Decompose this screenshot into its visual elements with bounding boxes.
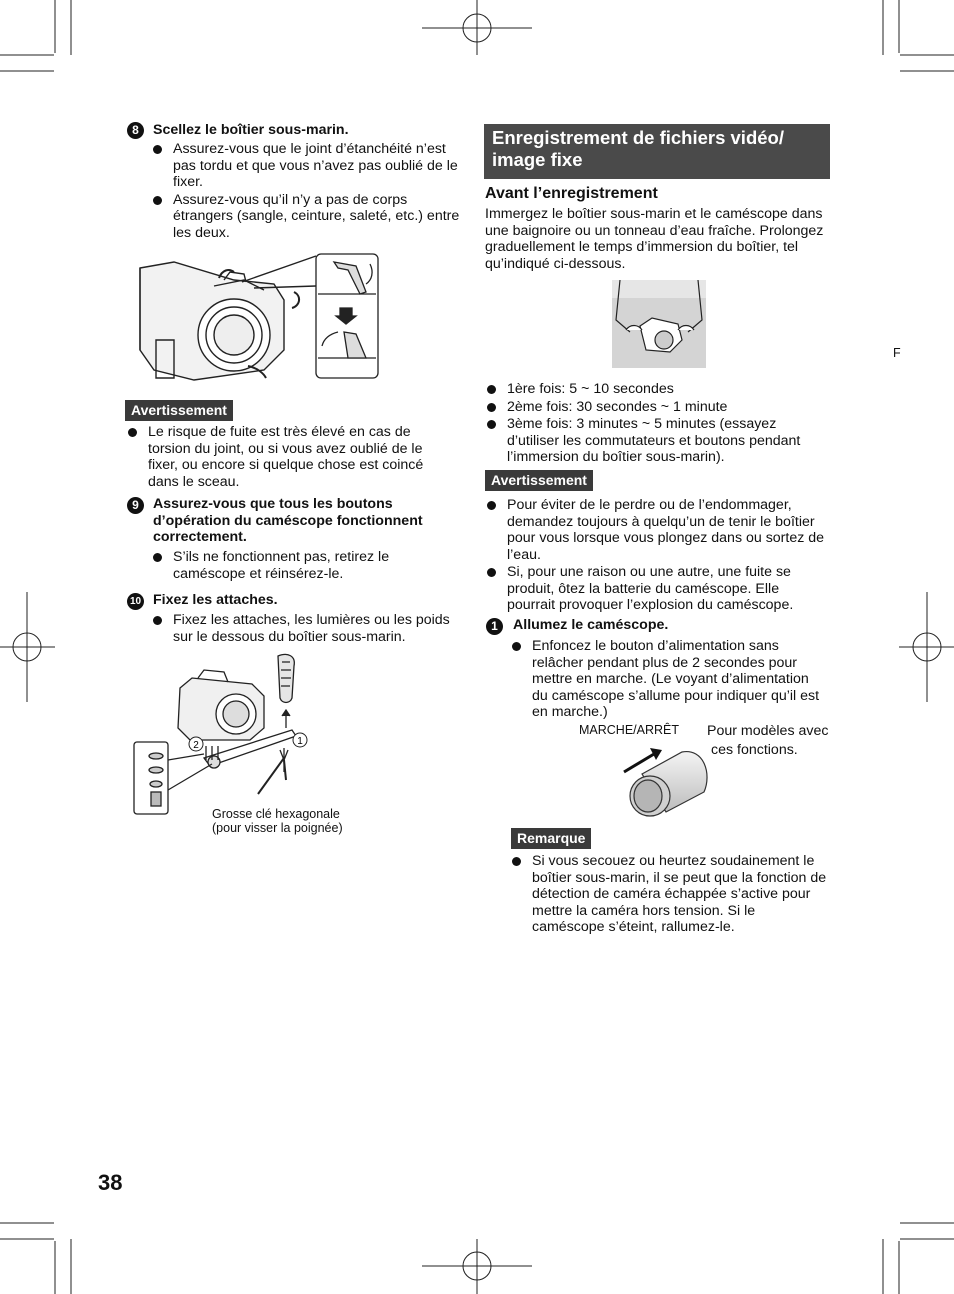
power-button-label: MARCHE/ARRÊT <box>579 723 680 737</box>
list-item: S’ils ne fonctionnent pas, retirez le caméscope et réinsérez-le. <box>151 549 451 582</box>
list-item: Fixez les attaches, les lumières ou les poids sur le dessous du boîtier sous-marin. <box>151 612 471 645</box>
hex-key-caption <box>212 807 343 835</box>
models-note <box>707 722 828 760</box>
step-1-bullets <box>510 638 828 722</box>
warning-2-bullets <box>485 497 830 615</box>
warning-label-1: Avertissement <box>125 400 233 421</box>
immersion-times <box>485 381 830 467</box>
housing-seal-illustration <box>134 250 382 390</box>
figure-label-1: 1 <box>297 736 303 747</box>
step-10-number: 10 <box>127 593 144 610</box>
models-note-line: ces fonctions. <box>711 742 798 758</box>
step-10-bullets <box>151 612 471 646</box>
list-item: Si, pour une raison ou une autre, une fuite se produit, ôtez la batterie du caméscope. Elle pourrait provoquer l’explosion du caméscope. <box>485 564 830 614</box>
step-1-title: Allumez le caméscope. <box>513 617 669 633</box>
list-item: Enfoncez le bouton d’alimentation sans relâcher pendant plus de 2 secondes pour mettre en marche. (Le voyant d’alimentation du caméscope s’allume pour indiquer qu’il est en marche.) <box>510 638 828 721</box>
section-title <box>484 124 830 179</box>
caption-line: (pour visser la poignée) <box>212 821 343 835</box>
list-item: Assurez-vous qu’il n’y a pas de corps étrangers (sangle, ceinture, saleté, etc.) entre les deux. <box>151 192 469 242</box>
intro-paragraph: Immergez le boîtier sous-marin et le caméscope dans une baignoire ou un tonneau d’eau fraîche. Prolongez graduellement le temps d’immersion du boîtier, tel qu’indiqué ci-dessous. <box>485 206 824 272</box>
step-9-number: 9 <box>127 497 144 514</box>
caption-line: Grosse clé hexagonale <box>212 807 340 821</box>
step-8-number: 8 <box>127 122 144 139</box>
step-8-title: Scellez le boîtier sous-marin. <box>153 122 349 138</box>
list-item: Le risque de fuite est très élevé en cas de torsion du joint, ou si vous avez oublié de le fixer, ou encore si quelque chose est coincé dans le sceau. <box>126 424 454 490</box>
list-item: Assurez-vous que le joint d’étanchéité n’est pas tordu et que vous n’avez pas oublié de le fixer. <box>151 141 469 191</box>
step-1-number: 1 <box>486 618 503 635</box>
list-item: 3ème fois: 3 minutes ~ 5 minutes (essayez d’utiliser les commutateurs et boutons pendant l’immersion du boîtier sous-marin). <box>485 416 830 466</box>
section-title-line: image fixe <box>492 149 583 170</box>
step-9-title: Assurez-vous que tous les boutons d’opération du caméscope fonctionnent correctement. <box>153 496 423 545</box>
immersion-illustration <box>612 280 708 368</box>
list-item: Si vous secouez ou heurtez soudainement le boîtier sous-marin, il se peut que la fonction de détection de caméra échappée s’active pour mettre la caméra hors tension. Si le caméscope s’éteint, rallumez-le. <box>510 853 830 936</box>
step-8-bullets <box>151 141 469 242</box>
warning-label-2: Avertissement <box>485 470 593 491</box>
models-note-line: Pour modèles avec <box>707 723 829 739</box>
page-number: 38 <box>98 1170 123 1195</box>
note-label: Remarque <box>511 828 591 849</box>
note-bullets <box>510 853 830 937</box>
side-letter: F <box>893 346 901 360</box>
warning-1-bullets <box>126 424 454 491</box>
section-title-line: Enregistrement de fichiers vidéo/ <box>492 127 784 148</box>
power-button-illustration <box>622 744 712 820</box>
list-item: 2ème fois: 30 secondes ~ 1 minute <box>485 399 830 416</box>
figure-label-2: 2 <box>193 740 199 751</box>
subhead-before-recording: Avant l’enregistrement <box>485 185 658 202</box>
list-item: 1ère fois: 5 ~ 10 secondes <box>485 381 830 398</box>
attachments-illustration <box>132 648 322 818</box>
list-item: Pour éviter de le perdre ou de l’endommager, demandez toujours à quelqu’un de tenir le boîtier pour vous lorsque vous plongez dans ou sortez de l’eau. <box>485 497 830 563</box>
step-9-bullets <box>151 549 451 583</box>
step-10-title: Fixez les attaches. <box>153 592 278 608</box>
